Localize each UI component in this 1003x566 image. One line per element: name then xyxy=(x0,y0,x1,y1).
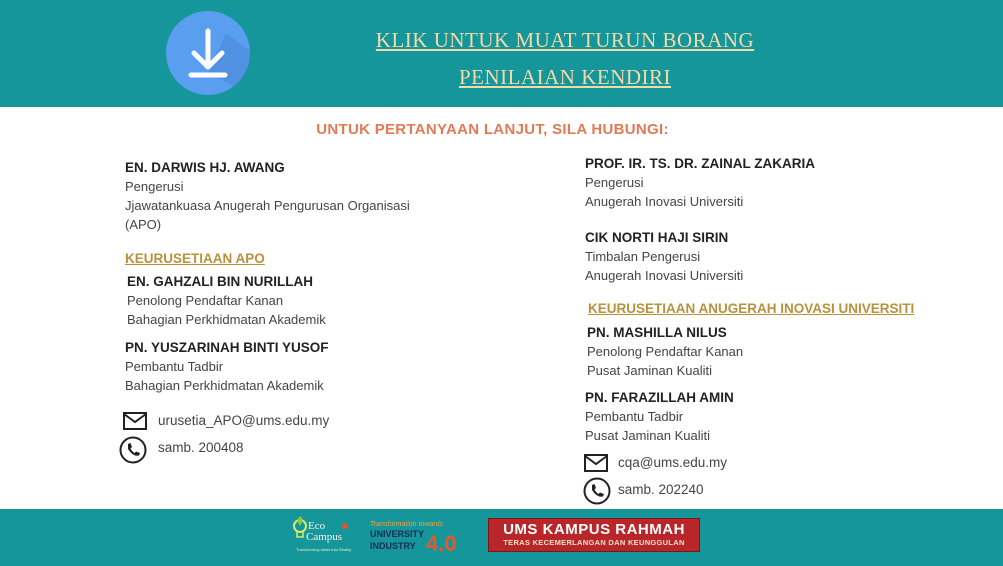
contact-org: (APO) xyxy=(125,217,162,232)
contact-yuszarinah xyxy=(125,338,329,395)
contact-role: Pembantu Tadbir xyxy=(125,359,224,374)
svg-text:UNIVERSITY: UNIVERSITY xyxy=(370,529,425,539)
svg-text:INDUSTRY: INDUSTRY xyxy=(370,541,416,551)
contact-org: Anugerah Inovasi Universiti xyxy=(585,268,744,283)
phone-icon xyxy=(119,436,147,464)
phone-number: samb. 200408 xyxy=(158,440,244,455)
contact-org: Bahagian Perkhidmatan Akademik xyxy=(125,378,324,393)
contact-name: CIK NORTI HAJI SIRIN xyxy=(585,230,729,245)
email-link[interactable]: cqa@ums.edu.my xyxy=(618,455,727,470)
contact-name: EN. DARWIS HJ. AWANG xyxy=(125,160,285,175)
svg-text:4.0: 4.0 xyxy=(426,531,457,554)
contact-org: Bahagian Perkhidmatan Akademik xyxy=(127,312,326,327)
ums-kampus-rahmah-logo: UMS KAMPUS RAHMAH TERAS KECEMERLANGAN DAN KEUNGGULAN xyxy=(488,518,700,552)
mail-icon xyxy=(123,412,147,430)
svg-text:Campus: Campus xyxy=(306,531,343,543)
contact-norti xyxy=(585,228,743,285)
download-button[interactable] xyxy=(166,11,250,95)
contact-name: PN. MASHILLA NILUS xyxy=(587,325,727,340)
mail-icon xyxy=(584,454,608,472)
svg-text:Eco: Eco xyxy=(308,520,326,532)
eco-campus-logo xyxy=(292,513,358,555)
svg-text:Transforming Ideas into Realit: Transforming Ideas into Reality xyxy=(296,547,352,552)
contact-role: Penolong Pendaftar Kanan xyxy=(587,344,744,359)
contact-org: Anugerah Inovasi Universiti xyxy=(585,194,744,209)
contact-org: Pusat Jaminan Kualiti xyxy=(587,363,713,378)
contact-role: Penolong Pendaftar Kanan xyxy=(127,293,284,308)
contact-org: Jjawatankuasa Anugerah Pengurusan Organisasi xyxy=(125,198,410,213)
contact-name: PN. FARAZILLAH AMIN xyxy=(585,390,734,405)
contact-role: Pengerusi xyxy=(585,175,644,190)
contact-name: PROF. IR. TS. DR. ZAINAL ZAKARIA xyxy=(585,156,816,171)
university-industry-4-logo xyxy=(368,518,466,554)
email-link[interactable]: urusetia_APO@ums.edu.my xyxy=(158,413,330,428)
contact-mashilla xyxy=(587,323,743,380)
contact-name: PN. YUSZARINAH BINTI YUSOF xyxy=(125,340,329,355)
phone-icon xyxy=(583,477,611,505)
download-form-link-line2[interactable]: PENILAIAN KENDIRI xyxy=(458,65,672,89)
header-band xyxy=(0,0,1003,107)
section-heading-innovation: KEURUSETIAAN ANUGERAH INOVASI UNIVERSITI xyxy=(588,301,915,316)
contact-zainal xyxy=(585,154,815,211)
download-form-link-line1[interactable]: KLIK UNTUK MUAT TURUN BORANG xyxy=(375,28,755,52)
svg-text:Transformation towards: Transformation towards xyxy=(370,521,444,528)
contact-heading: UNTUK PERTANYAAN LANJUT, SILA HUBUNGI: xyxy=(316,121,669,138)
contact-role: Timbalan Pengerusi xyxy=(585,249,701,264)
contact-role: Pembantu Tadbir xyxy=(585,409,684,424)
contact-gahzali xyxy=(127,272,326,329)
section-heading-apo: KEURUSETIAAN APO xyxy=(125,251,265,266)
contact-name: EN. GAHZALI BIN NURILLAH xyxy=(127,274,313,289)
contact-org: Pusat Jaminan Kualiti xyxy=(585,428,711,443)
contact-darwis xyxy=(125,158,410,234)
contact-role: Pengerusi xyxy=(125,179,184,194)
download-icon xyxy=(166,11,250,95)
phone-number: samb. 202240 xyxy=(618,482,704,497)
contact-farazillah xyxy=(585,388,734,445)
